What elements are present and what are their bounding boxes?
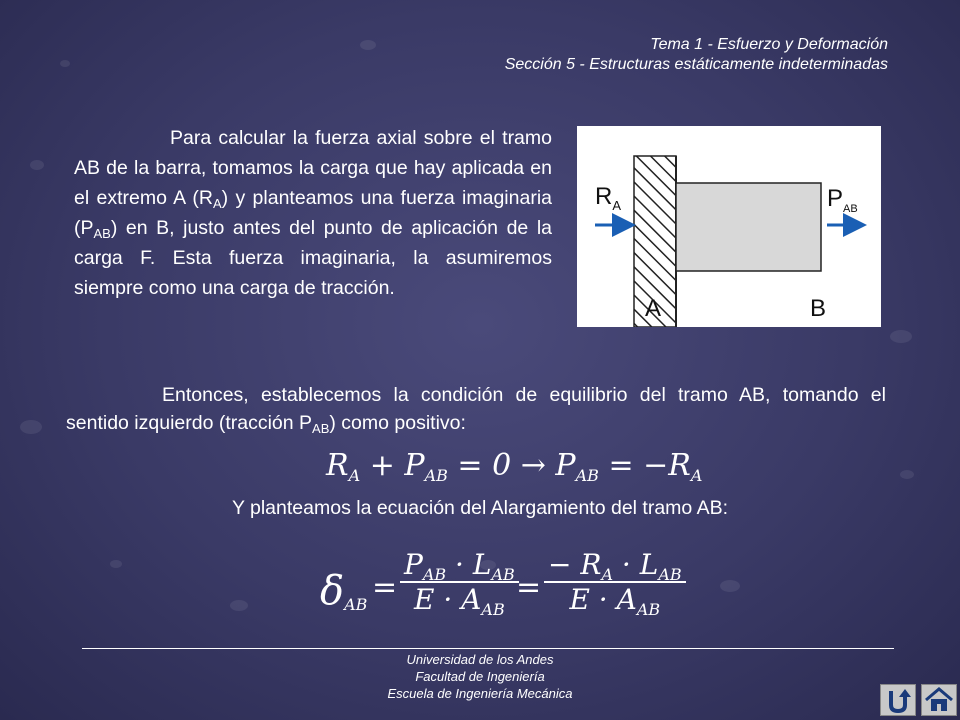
para1-sub-1: A	[213, 196, 222, 211]
u-turn-back-icon	[881, 685, 915, 715]
para1-text-3: ) en B, justo antes del punto de aplicación de la carga F. Esta fuerza imaginaria, la asumiremos siempre como una carga de tracción.	[74, 217, 552, 299]
bar-segment-ab	[676, 183, 821, 271]
footer	[0, 651, 960, 702]
home-button[interactable]	[921, 684, 957, 716]
equals-sign-1: =	[372, 570, 398, 605]
equals-sign-2: =	[516, 570, 542, 605]
implies-arrow: →	[520, 448, 546, 483]
header-section: Sección 5 - Estructuras estáticamente indeterminadas	[504, 56, 888, 73]
footer-university: Universidad de los Andes	[406, 652, 554, 667]
bar-diagram	[577, 126, 881, 327]
para2-sub-1: AB	[312, 421, 330, 436]
footer-faculty: Facultad de Ingeniería	[415, 669, 545, 684]
footer-divider	[82, 648, 894, 649]
reaction-label: $R_A$	[595, 183, 622, 213]
para1-text-2: ) y planteamos una fuerza imaginaria (P	[74, 187, 552, 239]
elongation-equation	[320, 548, 700, 633]
fraction-1: $P_{AB} \cdot L_{AB}$ $E \cdot A_{AB}$	[400, 548, 519, 616]
home-icon	[922, 685, 956, 715]
equilibrium-equation: $R_A + P_{AB} = 0 \to P_{AB} = -R_A$	[326, 448, 703, 485]
para1-sub-2: AB	[93, 226, 111, 241]
point-b-label: B	[810, 295, 827, 322]
point-a-label: A	[645, 295, 662, 322]
fraction-2: − $R_A \cdot L_{AB}$ $E \cdot A_{AB}$	[544, 548, 686, 616]
header-topic: Tema 1 - Esfuerzo y Deformación	[650, 36, 888, 53]
bar-diagram-svg	[577, 126, 881, 327]
para1-text-1: Para calcular la fuerza axial sobre el tramo AB de la barra, tomamos la carga que hay aplicada en el extremo A (R	[74, 127, 552, 209]
footer-school: Escuela de Ingeniería Mecánica	[387, 686, 573, 701]
equilibrium-paragraph	[66, 381, 886, 437]
delta-symbol: $\delta_{AB}$	[320, 568, 368, 614]
elongation-intro: Y planteamos la ecuación del Alargamiento del tramo AB:	[231, 497, 729, 519]
intro-paragraph	[74, 123, 552, 303]
para2-text-2: ) como positivo:	[329, 412, 466, 434]
slide-header	[505, 35, 888, 75]
back-button[interactable]	[880, 684, 916, 716]
para2-text-1: Entonces, establecemos la condición de equilibrio del tramo AB, tomando el sentido izquierdo (tracción P	[66, 384, 886, 434]
axial-force-label: $P_{AB}$	[827, 185, 858, 215]
